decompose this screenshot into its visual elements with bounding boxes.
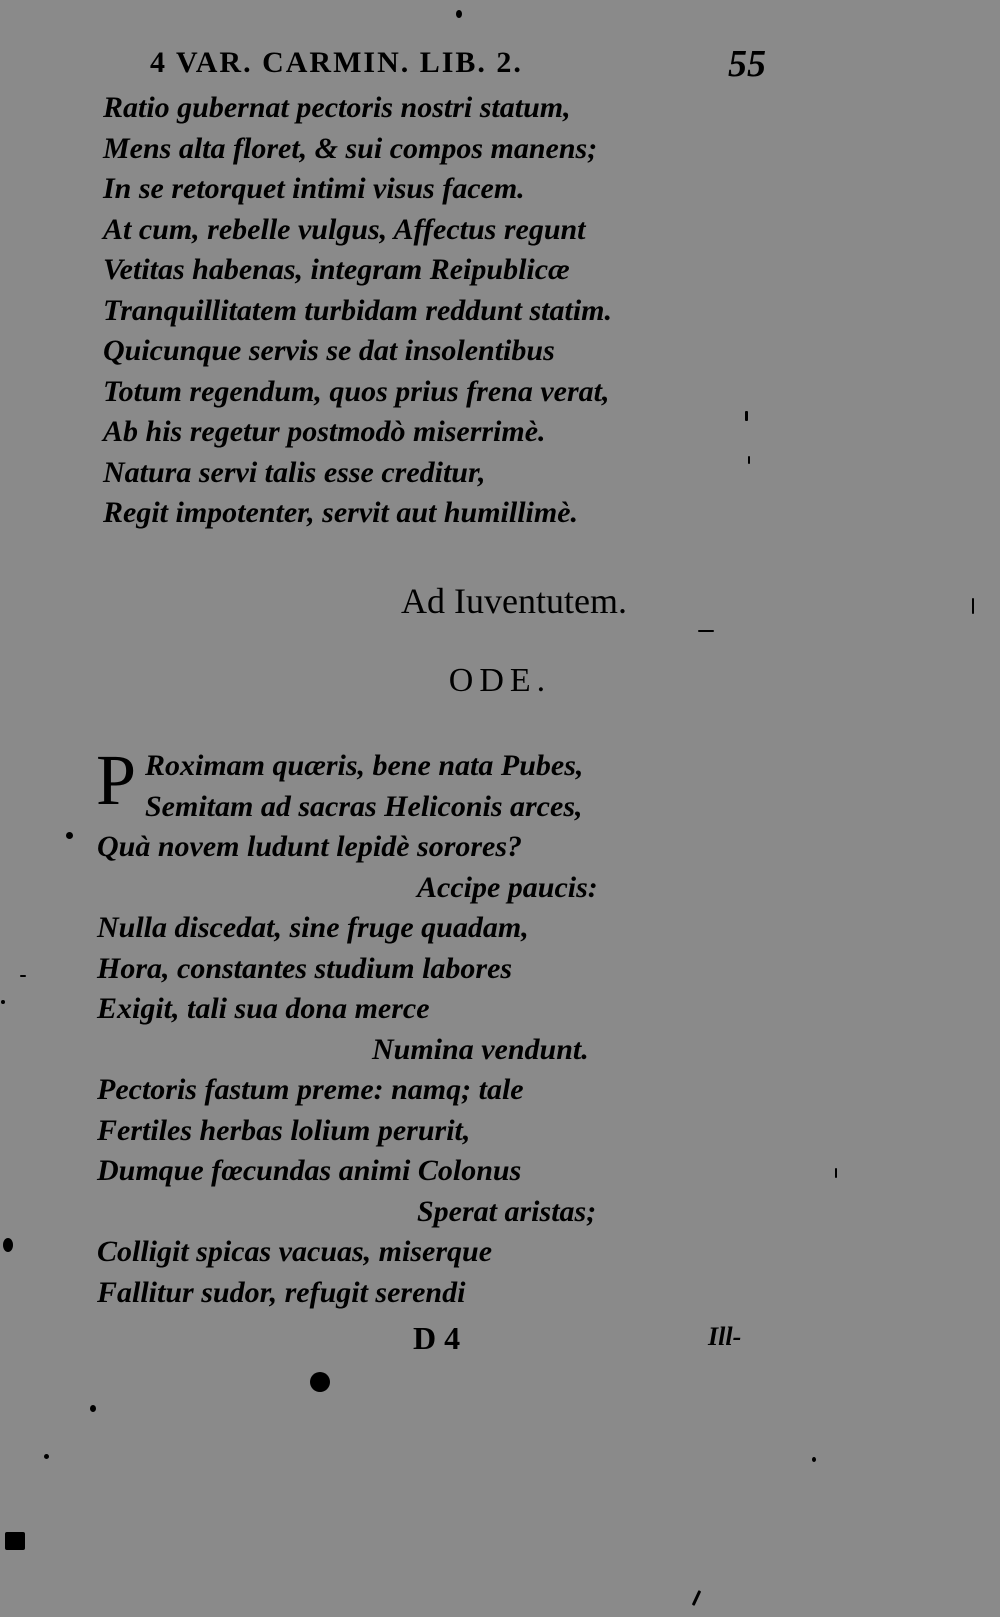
verse-line: Quicunque servis se dat insolentibus xyxy=(103,334,555,367)
verse-line: Pectoris fastum preme: namq; tale xyxy=(97,1073,524,1106)
ink-speck xyxy=(972,598,974,614)
verse-line: Natura servi talis esse creditur, xyxy=(103,455,486,489)
page-number: 55 xyxy=(728,43,766,85)
verse-line: Exigit, tali sua dona merce xyxy=(97,992,430,1025)
poem-iambic xyxy=(103,88,612,534)
ink-speck xyxy=(90,1405,96,1412)
ode-heading: Ad Iuventutem. xyxy=(401,581,627,621)
ink-speck xyxy=(1,1000,5,1004)
verse-line: Fertiles herbas lolium perurit, xyxy=(97,1113,471,1147)
verse-line: Accipe paucis: xyxy=(417,870,598,904)
verse-line: Vetitas habenas, integram Reipublicæ xyxy=(103,253,570,286)
verse-line: Quà novem ludunt lepidè sorores? xyxy=(97,830,523,863)
verse-line: Dumque fœcundas animi Colonus xyxy=(97,1154,522,1187)
verse-line: Ratio gubernat pectoris nostri statum, xyxy=(103,91,571,124)
verse-line: Regit impotenter, servit aut humillimè. xyxy=(103,496,579,529)
verse-line: Numina vendunt. xyxy=(372,1032,589,1066)
ink-speck xyxy=(66,832,73,839)
verse-line: At cum, rebelle vulgus, Affectus regunt xyxy=(103,212,586,246)
signature-mark: D 4 xyxy=(413,1320,461,1356)
ink-speck xyxy=(456,10,462,18)
verse-line: Roximam quæris, bene nata Pubes, xyxy=(145,749,584,782)
verse-line: Fallitur sudor, refugit serendi xyxy=(97,1275,466,1309)
verse-line: Sperat aristas; xyxy=(417,1194,597,1228)
verse-line: Nulla discedat, sine fruge quadam, xyxy=(97,911,529,944)
ink-speck xyxy=(310,1372,330,1392)
drop-cap: P xyxy=(96,740,137,820)
verse-line: Mens alta floret, & sui compos manens; xyxy=(103,131,598,165)
ink-speck xyxy=(812,1457,816,1462)
verse-line: Ab his regetur postmodò miserrimè. xyxy=(103,415,546,448)
verse-line: Semitam ad sacras Heliconis arces, xyxy=(145,789,583,823)
verse-line: In se retorquet intimi visus facem. xyxy=(103,172,525,205)
ink-speck xyxy=(692,1590,701,1606)
ink-speck xyxy=(745,411,748,421)
ink-speck xyxy=(5,1532,25,1550)
poem-ode xyxy=(96,740,598,1313)
ink-speck xyxy=(748,456,750,464)
verse-line: Hora, constantes studium labores xyxy=(97,951,513,985)
ink-speck xyxy=(44,1454,49,1459)
verse-line: Tranquillitatem turbidam reddunt statim. xyxy=(103,293,612,327)
ink-speck xyxy=(835,1168,837,1178)
ode-subheading: ODE. xyxy=(448,662,552,699)
verse-line: Colligit spicas vacuas, miserque xyxy=(97,1235,493,1268)
catchword: Ill- xyxy=(708,1322,742,1351)
running-head: 4 VAR. CARMIN. LIB. 2. xyxy=(150,46,523,79)
ink-speck xyxy=(20,975,26,977)
verse-line: Totum regendum, quos prius frena verat, xyxy=(103,374,610,408)
page-header xyxy=(150,40,790,90)
ink-speck xyxy=(698,630,714,632)
ink-speck xyxy=(3,1238,13,1252)
